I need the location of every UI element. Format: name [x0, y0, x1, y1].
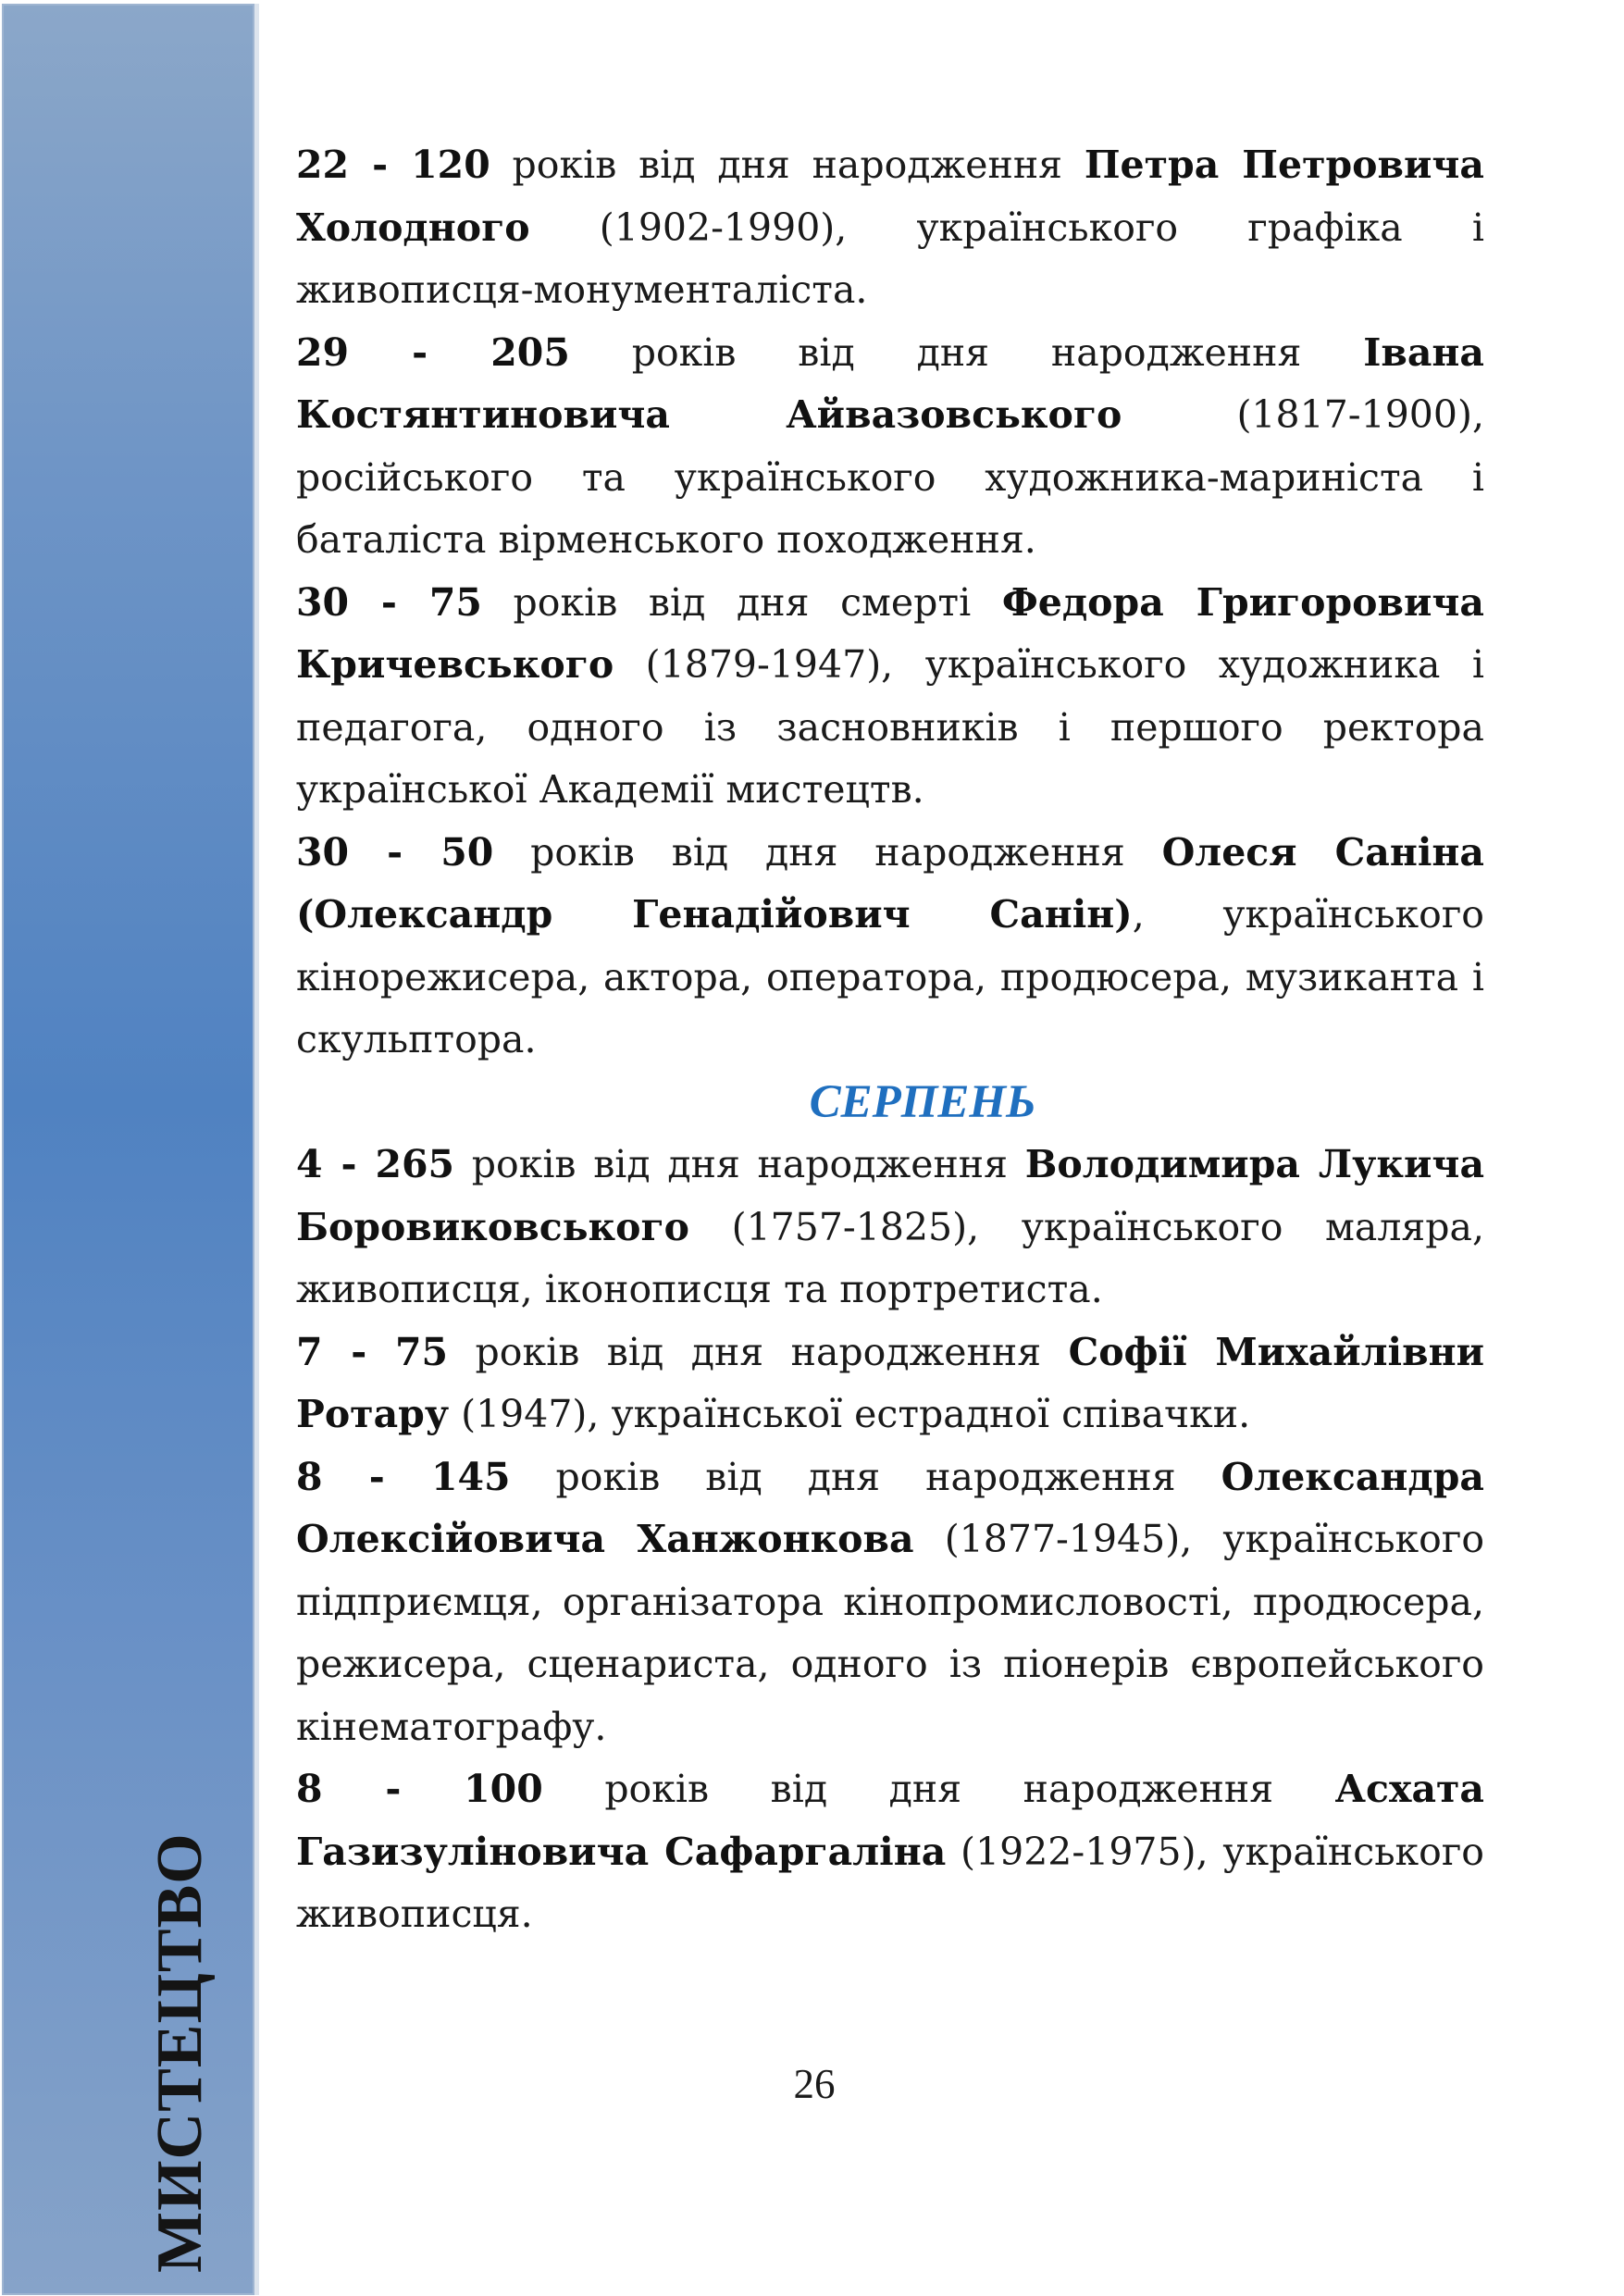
entry-date: 8 - 145 [296, 1454, 511, 1499]
entry-text: років від дня народження [490, 143, 1085, 187]
entry-text: , українського кінорежисера, актора, оператора, продюсера, музиканта і скульптора. [296, 892, 1484, 1061]
anniversary-entry [296, 134, 1484, 322]
entry-text: (1947), української естрадної співачки. [449, 1392, 1251, 1436]
entry-text: років від дня народження [542, 1767, 1335, 1811]
entry-person: Федора Григоровича Кричевського [296, 579, 1484, 687]
entry-person: Івана Костянтиновича Айвазовського [296, 329, 1484, 437]
entry-person: Олександра Олексійовича Ханжонкова [296, 1454, 1484, 1561]
entry-text: (1879-1947), українського художника і педагога, одного із засновників і першого ректора української Академії мистецтв. [296, 642, 1484, 812]
entry-date: 30 - 75 [296, 579, 482, 625]
section-label: МИСТЕЦТВО [144, 1832, 216, 2273]
entry-text: (1817-1900), російського та українського художника-мариніста і баталіста вірменського походження. [296, 392, 1484, 562]
anniversary-entry [296, 322, 1484, 572]
entry-text: років від дня народження [493, 829, 1162, 875]
entry-date: 4 - 265 [296, 1142, 455, 1186]
anniversary-entry [296, 1322, 1484, 1446]
entry-text: років від дня народження [569, 329, 1364, 375]
entry-date: 7 - 75 [296, 1329, 449, 1374]
page-content [296, 134, 1484, 1946]
entry-text: (1922-1975), українського живописця. [296, 1829, 1484, 1936]
anniversary-entry [296, 1446, 1484, 1759]
entry-date: 22 - 120 [296, 143, 490, 187]
entry-text: (1757-1825), українського маляра, живописця, іконописця та портретиста. [296, 1204, 1484, 1311]
entry-text: (1902-1990), українського графіка і живописця-монументаліста. [296, 205, 1484, 312]
month-heading: СЕРПЕНЬ [809, 1075, 1036, 1128]
entry-text: років від дня смерті [481, 579, 1002, 625]
entry-person: Асхата Газизуліновича Сафаргаліна [296, 1767, 1484, 1874]
sidebar-band [2, 4, 254, 2295]
entry-person: Олеся Саніна (Олександр Генадійович Санін) [296, 829, 1484, 937]
entry-text: років від дня народження [448, 1329, 1069, 1374]
entry-text: (1877-1945), українського підприємця, організатора кінопромисловості, продюсера, режисера, сценариста, одного із піонерів європейського кінематографу. [296, 1517, 1485, 1749]
entry-text: років від дня народження [454, 1142, 1025, 1186]
entry-date: 30 - 50 [296, 829, 494, 875]
entry-date: 8 - 100 [296, 1767, 543, 1811]
anniversary-entry [296, 1134, 1484, 1322]
anniversary-entry [296, 572, 1484, 822]
entry-date: 29 - 205 [296, 329, 570, 375]
anniversary-entry [296, 822, 1484, 1072]
entry-text: років від дня народження [510, 1454, 1221, 1499]
entry-person: Володимира Лукича Боровиковського [296, 1142, 1485, 1249]
page-number: 26 [793, 2061, 836, 2107]
entry-person: Софії Михайлівни Ротару [296, 1329, 1484, 1436]
entry-person: Петра Петровича Холодного [296, 143, 1484, 250]
anniversary-entry [296, 1758, 1484, 1946]
